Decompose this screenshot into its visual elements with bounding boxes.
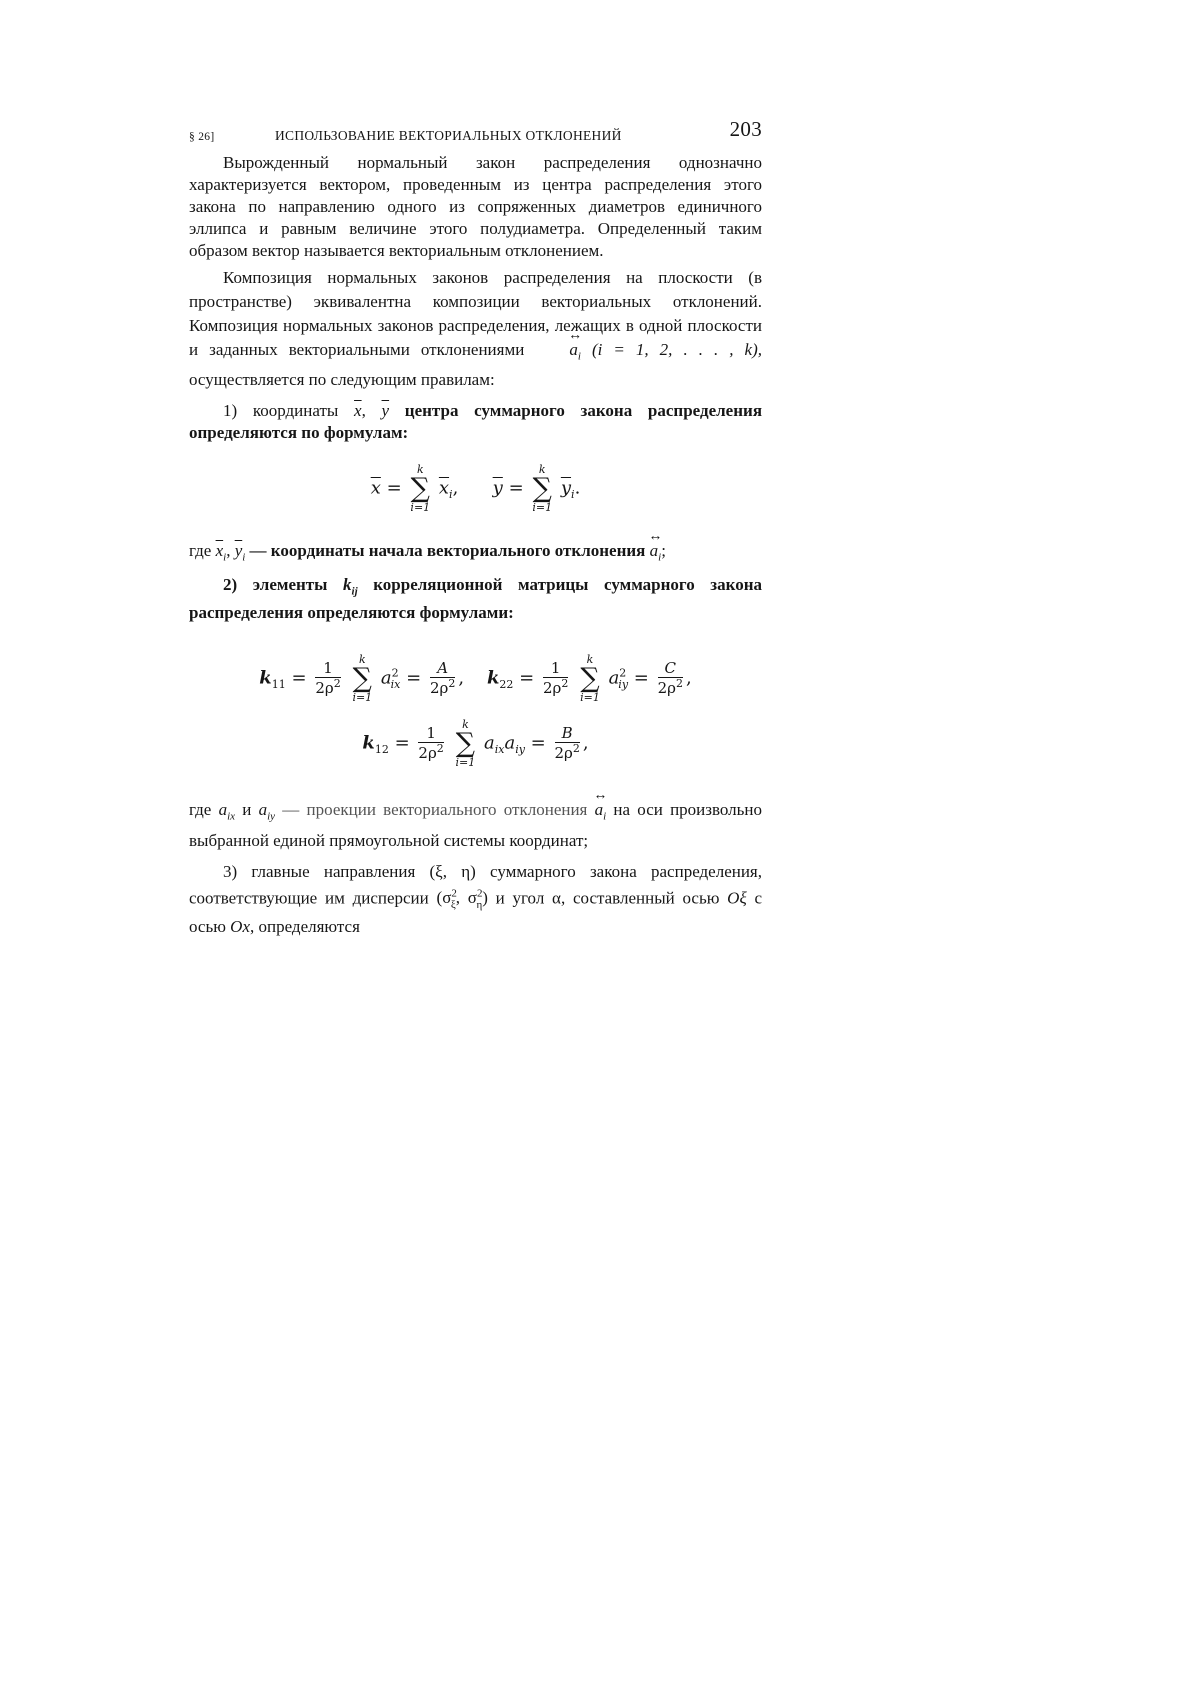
formula-center: $\overline{x}$ = k ∑ i=1 $\overline{x}_i$, $\overline{y}$ = k ∑ i=1 $\overline{y}_i$. <box>370 463 581 515</box>
vector-a-i: ↔ $a_i$ <box>650 539 662 569</box>
vector-a-i: ↔ $a_i$ <box>535 338 581 368</box>
after-formula-1: где $\overline{x}_i$, $\overline{y}_i$ — координаты начала векториального отклонения ↔ $a_i$; <box>189 539 762 569</box>
sum-sign: k ∑ i=1 <box>580 653 600 705</box>
running-header <box>189 118 762 144</box>
rule-1: 1) координаты $\overline{x}$, $\overline{y}$ центра суммарного закона распределения определяются по формулам: <box>189 401 763 443</box>
formula-k11-k22: $k_{11}$ = $\frac{1}{2\rho^2}$ k ∑ i=1 $a^2_{ix}$ = $\frac{A}{2\rho^2}$ , $k_{22}$ = $\frac{1}{2\rho^2}$ k ∑ i=1 $a^2_{iy}$ = $\frac{C}{2\rho^2}$ , <box>259 653 692 705</box>
y-bar-symbol: $\overline{y}$ <box>381 401 390 421</box>
x-bar-symbol: $\overline{x}$ <box>354 401 362 421</box>
page-number: 203 <box>729 117 762 141</box>
paragraph-degenerate-law: Вырожденный нормальный закон распределения однозначно характеризуется вектором, проведенным из центра распределения этого закона по направлению одного из сопряженных диаметров единичного эллипса и равным величине этого полудиаметра. Определенный таким образом вектор называется векториальным отклонением. <box>189 153 762 260</box>
paragraph-composition <box>189 266 762 392</box>
after-formula-2: где $a_{ix}$ и $a_{iy}$ — проекции векториального отклонения ↔ $a_i$ на оси произвольно выбранной единой прямоугольной системы координат; <box>189 798 762 852</box>
book-page <box>189 118 762 938</box>
section-mark: § 26] <box>189 131 215 143</box>
rule-1-text: центра суммарного закона распределения определяются по формулам: <box>189 401 763 443</box>
sum-sign: k ∑ i=1 <box>532 463 553 515</box>
projections-text: — проекции векториального отклонения <box>282 800 588 820</box>
sum-sign: k ∑ i=1 <box>455 718 476 770</box>
rule-2: 2) элементы $k_{ij}$ корреляционной матрицы суммарного закона распределения определяются формулами: <box>189 574 763 623</box>
composition-text-end: осуществляется по следующим правилам: <box>189 370 495 390</box>
sum-sign: k ∑ i=1 <box>352 653 373 705</box>
rule-1-lead: 1) координаты <box>223 401 339 421</box>
start-coordinates-text: — координаты начала векториального отклонения <box>249 541 646 561</box>
sum-sign: k ∑ i=1 <box>410 463 431 515</box>
index-range: (i = 1, 2, . . . , k), <box>591 340 763 359</box>
rule-3: 3) главные направления (ξ, η) суммарного закона распределения, соответствующие им дисперсии ($\sigma^2_\xi$, $\sigma^2_\eta$) и угол α, составленный осью Oξ с осью Ox, определяются <box>189 861 763 936</box>
vector-a-i: ↔ $a_i$ <box>595 798 607 828</box>
composition-text: Композиция нормальных законов распределения на плоскости (в пространстве) эквивалентна композиции векториальных отклонений. Композиция нормальных законов распределения, лежащих в одной плоскости и заданных векториальными отклонениями <box>189 268 762 359</box>
formula-k12: $k_{12}$ = $\frac{1}{2\rho^2}$ k ∑ i=1 $a_{ix}a_{iy}$ = $\frac{B}{2\rho^2}$ , <box>362 718 589 770</box>
dispersion-pair: ($\sigma^2_\xi$, $\sigma^2_\eta$) <box>436 887 488 911</box>
running-title: ИСПОЛЬЗОВАНИЕ ВЕКТОРИАЛЬНЫХ ОТКЛОНЕНИЙ <box>275 128 622 143</box>
